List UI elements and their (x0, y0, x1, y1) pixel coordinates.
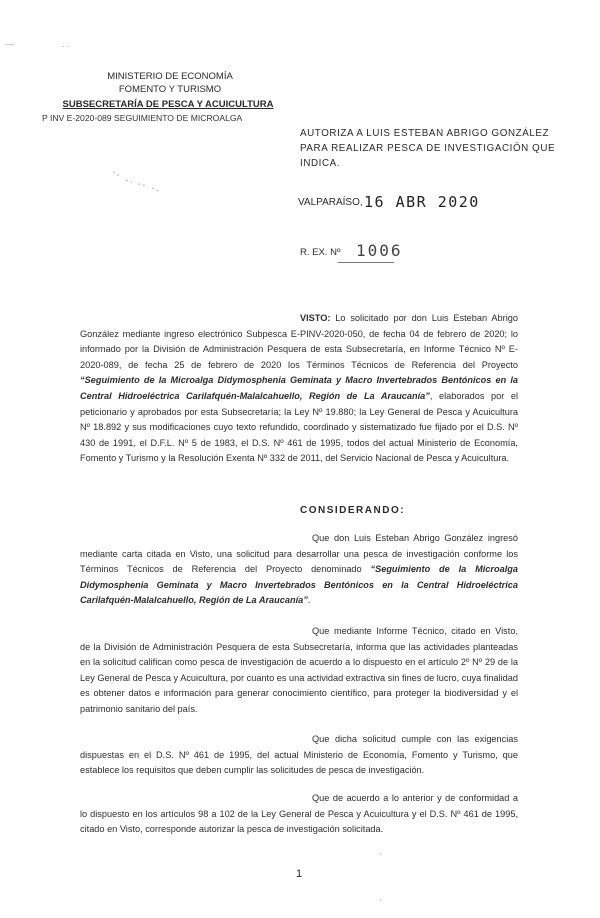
considerando-item-3: Que dicha solicitud cumple con las exigencias dispuestas en el D.S. Nº 461 de 1995, del actual Ministerio de Economía, Fomento y Turismo, que establece los requisitos que deben cumplir las solicitudes de pesca de investigación. (80, 734, 518, 776)
subsecretaria-name: SUBSECRETARÍA DE PESCA Y ACUICULTURA (62, 99, 274, 110)
header-block (70, 70, 270, 96)
place-line (298, 197, 363, 208)
considerando-item-2: Que mediante Informe Técnico, citado en Visto, de la División de Administración Pesquera de esta Subsecretaría, informa que las actividades planteadas en la solicitud califican como pesca de investigación de acuerdo a lo dispuesto en el artículo 2º Nº 29 de la Ley General de Pesca y Acuicultura, por cuanto es una actividad extractiva sin fines de lucro, cuya finalidad es obtener datos e información para generar conocimiento científico, para proteger la biodiversidad y el patrimonio sanitario del país. (80, 626, 518, 714)
scan-mark: ' (380, 898, 382, 907)
place: VALPARAÍSO, (298, 197, 363, 208)
considerando-item-4: Que de acuerdo a lo anterior y de conformidad a lo dispuesto en los artículos 98 a 102 de la Ley General de Pesca y Acuicultura y el D.S. Nº 461 de 1995, citado en Visto, corresponde autorizar la pesca de investigación solicitada. (80, 793, 518, 835)
reference-code: P INV E-2020-089 SEGUIMIENTO DE MICROALGA (42, 113, 243, 123)
scan-mark: ·— (4, 40, 15, 49)
rex-label: R. EX. Nº (300, 247, 341, 258)
visto-label: VISTO: (300, 313, 331, 323)
date-stamp: 16 ABR 2020 (364, 193, 480, 211)
ministry-name-2: FOMENTO Y TURISMO (118, 84, 222, 95)
visto-text-2: , elaborados por el peticionario y aprobados por esta Subsecretaría; la Ley Nº 19.880; la Ley General de Pesca y Acuicultura Nº 18.892 y sus modificaciones cuyo texto refundido, coordinado y sistematizado fue fijado por el D.S. Nº 430 de 1991, el D.F.L. Nº 5 de 1983, el D.S. Nº 461 de 1995, todos del actual Ministerio de Economía, Fomento y Turismo y la Resolución Exenta Nº 332 de 2011, del Servicio Nacional de Pesca y Acuicultura. (80, 390, 518, 464)
visto-paragraph (80, 311, 518, 467)
visto-project-title: “Seguimiento de la Microalga Didymosphenia Geminata y Macro Invertebrados Bentónicos en la Central Hidroeléctrica Carilafquén-Malalcahuello, Región de La Araucanía” (80, 375, 518, 401)
considerando-item-1: Que don Luis Esteban Abrigo González ingresó mediante carta citada en Visto, una solicitud para desarrollar una pesca de investigación conforme los Términos Técnicos de Referencia del Proyecto denominado “Seguimiento de la Microalga Didymosphenia Geminata y Macro Invertebrados Bentónicos en la Central Hidroeléctrica Carilafquén-Malalcahuello, Región de La Araucanía”. (80, 533, 518, 606)
ministry-name: MINISTERIO DE ECONOMÍA (107, 71, 233, 82)
stamp-mark (108, 162, 168, 202)
scan-mark: ' (380, 852, 382, 861)
resolution-subject: AUTORIZA A LUIS ESTEBAN ABRIGO GONZÁLEZ PARA REALIZAR PESCA DE INVESTIGACIÓN QUE INDICA. (300, 128, 556, 169)
page-number: 1 (296, 868, 303, 880)
considerando-heading: CONSIDERANDO: (300, 505, 406, 516)
rex-underline (338, 262, 394, 263)
visto-text-1: Lo solicitado por don Luis Esteban Abrigo González mediante ingreso electrónico Subpesca E-PINV-2020-050, de fecha 04 de febrero de 2020; lo informado por la División de Administración Pesquera de esta Subsecretaría, en Informe Técnico Nº E-2020-089, de fecha 25 de febrero de 2020 los Términos Técnicos de Referencia del Proyecto (80, 313, 518, 370)
rex-number: 1006 (356, 241, 403, 260)
scan-mark: · · (62, 42, 70, 51)
